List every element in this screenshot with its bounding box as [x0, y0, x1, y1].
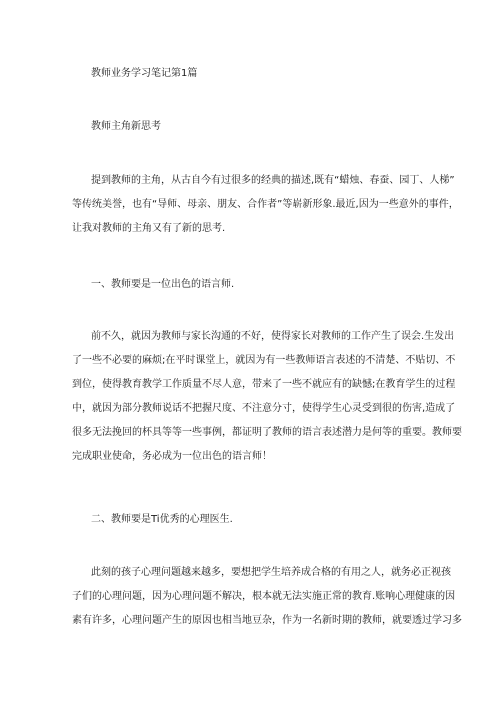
- paragraph-line: 到位，使得教育教学工作质量不尽人意，带来了一些不就应有的缺憾;在教育学生的过程: [72, 379, 456, 390]
- paragraph-line: 此刻的孩子心理问题越来越多，要想把学生培养成合格的有用之人，就务必正视孩: [91, 567, 451, 578]
- paragraph-line: 素有许多，心理问题产生的原因也相当地豆杂，作为一名新时期的教师，就要透过学习多: [72, 615, 462, 626]
- section-heading: 二、教师要是Ti优秀的心理医生.: [91, 514, 233, 525]
- paragraph-line: 子们的心理问题，因为心理问题不解决，根本就无法实施正常的教育.账响心理健康的因: [72, 591, 456, 602]
- paragraph-line: 让我对教师的主角又有了新的思考.: [72, 223, 226, 234]
- paragraph-line: 了一些不必要的麻烦;在平时课堂上，就因为有一些教师语言表述的不清楚、不贴切、不: [72, 355, 456, 366]
- document-subtitle: 教师主角新思考: [91, 121, 161, 132]
- paragraph-line: 中，就因为部分教师说话不把握尺度、不注意分寸，使得学生心灵受到很的伤害,造成了: [72, 403, 456, 414]
- paragraph-line: 等传统美誉，也有“导师、母亲、朋友、合作者”等崭新形象.最近,因为一些意外的事件，: [72, 199, 459, 210]
- section-heading: 一、教师要是一位出色的语言师.: [91, 279, 235, 290]
- document-title: 教师业务学习笔记第1篇: [91, 68, 198, 79]
- paragraph-line: 完成职业使命，务必成为一位出色的语言师！: [72, 451, 272, 462]
- paragraph-line: 很多无法挽回的杯具等等一些事例，都证明了教师的语言表述潜力是何等的重要。教师要: [72, 427, 462, 438]
- paragraph-line: 提到教师的主角，从古自今有过很多的经典的描述,既有“蜡烛、春蚕、园丁、人梯”: [91, 175, 455, 186]
- paragraph-line: 前不久，就因为教师与家长沟通的不好，使得家长对教师的工作产生了误会.生发出: [91, 331, 455, 342]
